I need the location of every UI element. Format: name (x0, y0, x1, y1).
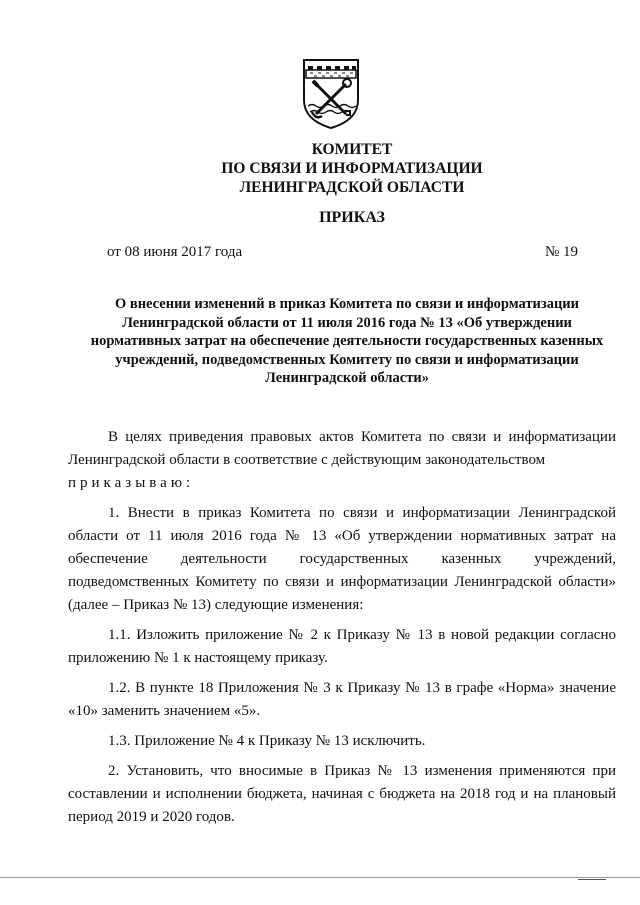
document-title (62, 295, 632, 388)
document-type: ПРИКАЗ (319, 209, 385, 226)
title-line: Ленинградской области от 11 июля 2016 года № 13 «Об утверждении (122, 314, 572, 331)
organization-line-3: ЛЕНИНГРАДСКОЙ ОБЛАСТИ (239, 179, 465, 196)
item-1-2: 1.2. В пункте 18 Приложения № 3 к Приказу № 13 в графе «Норма» значение «10» заменить значением «5». (68, 680, 616, 719)
item-1-1: 1.1. Изложить приложение № 2 к Приказу № 13 в новой редакции согласно приложению № 1 к настоящему приказу. (68, 627, 616, 666)
item-2: 2. Установить, что вносимые в Приказ № 13 изменения применяются при составлении и исполнении бюджета, начиная с бюджета на 2018 год и на плановый период 2019 и 2020 годов. (68, 763, 616, 825)
item-1: 1. Внести в приказ Комитета по связи и информатизации Ленинградской области от 11 июля 2016 года № 13 «Об утверждении нормативных затрат на обеспечение деятельности государственных казенных учреждений, подведомственных Комитету по связи и информатизации Ленинградской области» (далее – Приказ № 13) следующие изменения: (68, 505, 616, 613)
document-date: от 08 июня 2017 года (107, 244, 243, 260)
document-number: № 19 (545, 244, 579, 260)
document-body (68, 426, 616, 836)
intro-paragraph: В целях приведения правовых актов Комитета по связи и информатизации Ленинградской области в соответствие с действующим законодательством (68, 429, 616, 468)
organization-line-2: ПО СВЯЗИ И ИНФОРМАТИЗАЦИИ (221, 160, 483, 177)
scan-edge-mark (578, 879, 606, 880)
title-line: Ленинградской области» (265, 370, 429, 386)
title-line: нормативных затрат на обеспечение деятельности государственных казенных (90, 333, 604, 349)
scan-edge-line (0, 877, 640, 878)
leningrad-oblast-coat-of-arms-icon (300, 56, 362, 130)
organization-name (32, 140, 640, 197)
order-word: приказываю: (68, 475, 195, 491)
title-line: О внесении изменений в приказ Комитета по связи и информатизации (114, 296, 580, 312)
organization-line-1: КОМИТЕТ (311, 141, 393, 158)
item-1-3: 1.3. Приложение № 4 к Приказу № 13 исключить. (108, 733, 426, 749)
title-line: учреждений, подведомственных Комитету по связи и информатизации (115, 351, 579, 368)
